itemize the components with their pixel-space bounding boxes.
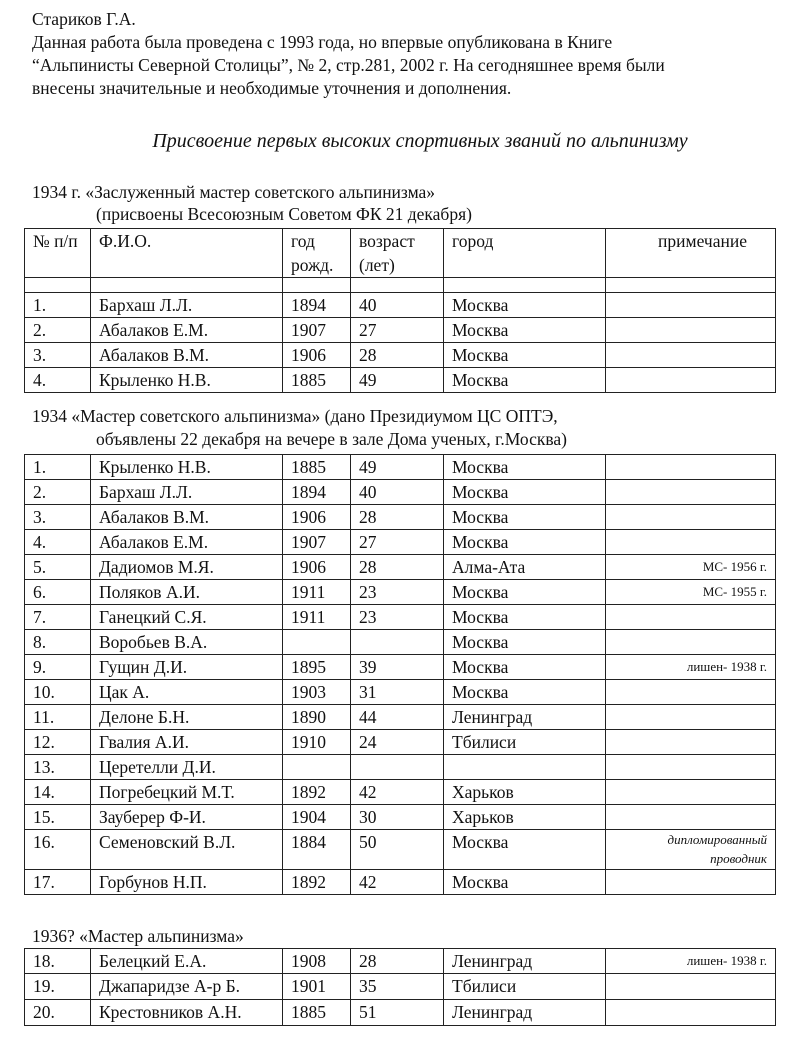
table-row: [25, 505, 776, 530]
table-row: [25, 780, 776, 805]
age-cell: 42: [351, 870, 444, 895]
birth-year-cell: 1894: [283, 293, 351, 318]
section2-table: [24, 454, 776, 895]
birth-year-cell: 1906: [283, 343, 351, 368]
section3-rows: [25, 949, 776, 1026]
spacer-cell: [351, 278, 444, 293]
age-cell: 49: [351, 368, 444, 393]
table-row: [25, 293, 776, 318]
name-cell: Горбунов Н.П.: [91, 870, 283, 895]
row-number-cell: 19.: [25, 974, 91, 1000]
name-cell: Абалаков Е.М.: [91, 530, 283, 555]
table-row: [25, 343, 776, 368]
note-cell: МС- 1955 г.: [606, 580, 776, 605]
note-cell: [606, 368, 776, 393]
note-cell: [606, 680, 776, 705]
note-cell: [606, 480, 776, 505]
birth-year-cell: 1885: [283, 1000, 351, 1026]
birth-year-cell: 1885: [283, 368, 351, 393]
name-cell: Бархаш Л.Л.: [91, 293, 283, 318]
age-cell: 23: [351, 605, 444, 630]
city-cell: Москва: [444, 368, 606, 393]
name-cell: Крестовников А.Н.: [91, 1000, 283, 1026]
note-cell: дипломированный проводник: [606, 830, 776, 870]
spacer-cell: [444, 278, 606, 293]
row-number-cell: 15.: [25, 805, 91, 830]
name-cell: Воробьев В.А.: [91, 630, 283, 655]
age-cell: 24: [351, 730, 444, 755]
section3-table: [24, 948, 776, 1026]
row-number-cell: 3.: [25, 505, 91, 530]
table-row: [25, 870, 776, 895]
city-cell: Москва: [444, 630, 606, 655]
note-cell: [606, 870, 776, 895]
city-cell: Москва: [444, 830, 606, 870]
intro-line-3: внесены значительные и необходимые уточнения и дополнения.: [32, 78, 512, 98]
col-name-header: Ф.И.О.: [91, 229, 283, 278]
row-number-cell: 6.: [25, 580, 91, 605]
birth-year-cell: 1892: [283, 780, 351, 805]
row-number-cell: 9.: [25, 655, 91, 680]
name-cell: Гущин Д.И.: [91, 655, 283, 680]
age-cell: 40: [351, 293, 444, 318]
row-number-cell: 10.: [25, 680, 91, 705]
row-number-cell: 13.: [25, 755, 91, 780]
city-cell: Москва: [444, 680, 606, 705]
note-cell: [606, 974, 776, 1000]
name-cell: Поляков А.И.: [91, 580, 283, 605]
table-row: [25, 605, 776, 630]
birth-year-cell: 1901: [283, 974, 351, 1000]
table-header-row: [25, 229, 776, 278]
table-row: [25, 480, 776, 505]
age-cell: 35: [351, 974, 444, 1000]
name-cell: Крыленко Н.В.: [91, 368, 283, 393]
note-cell: [606, 730, 776, 755]
section2-rows: [25, 455, 776, 895]
spacer-cell: [25, 278, 91, 293]
city-cell: Москва: [444, 580, 606, 605]
spacer-cell: [606, 278, 776, 293]
name-cell: Ганецкий С.Я.: [91, 605, 283, 630]
name-cell: Цак А.: [91, 680, 283, 705]
city-cell: Москва: [444, 605, 606, 630]
note-cell: [606, 1000, 776, 1026]
row-number-cell: 1.: [25, 293, 91, 318]
age-cell: 44: [351, 705, 444, 730]
city-cell: Ленинград: [444, 949, 606, 974]
intro-line-2: “Альпинисты Северной Столицы”, № 2, стр.281, 2002 г. На сегодняшнее время были: [32, 55, 665, 75]
birth-year-cell: 1884: [283, 830, 351, 870]
birth-year-cell: [283, 755, 351, 780]
row-number-cell: 14.: [25, 780, 91, 805]
table-row: [25, 730, 776, 755]
row-number-cell: 2.: [25, 318, 91, 343]
note-cell: [606, 530, 776, 555]
note-cell: [606, 605, 776, 630]
birth-year-cell: 1890: [283, 705, 351, 730]
note-cell: [606, 630, 776, 655]
city-cell: [444, 755, 606, 780]
col-city-header: город: [444, 229, 606, 278]
section1-subheading: (присвоены Всесоюзным Советом ФК 21 декабря): [96, 204, 472, 224]
note-cell: [606, 293, 776, 318]
age-cell: 28: [351, 949, 444, 974]
age-cell: 23: [351, 580, 444, 605]
row-number-cell: 4.: [25, 530, 91, 555]
col-year-header: год рожд.: [283, 229, 351, 278]
table-row: [25, 318, 776, 343]
city-cell: Москва: [444, 455, 606, 480]
row-number-cell: 5.: [25, 555, 91, 580]
age-cell: 30: [351, 805, 444, 830]
city-cell: Москва: [444, 318, 606, 343]
age-cell: 27: [351, 530, 444, 555]
table-row: [25, 655, 776, 680]
city-cell: Москва: [444, 505, 606, 530]
city-cell: Москва: [444, 655, 606, 680]
birth-year-cell: 1907: [283, 530, 351, 555]
age-cell: 28: [351, 555, 444, 580]
note-cell: [606, 343, 776, 368]
section3-heading: 1936? «Мастер альпинизма»: [32, 926, 244, 946]
document-title: Присвоение первых высоких спортивных званий по альпинизму: [152, 130, 688, 152]
table-row: [25, 705, 776, 730]
age-cell: 31: [351, 680, 444, 705]
city-cell: Москва: [444, 480, 606, 505]
age-cell: 27: [351, 318, 444, 343]
name-cell: Семеновский В.Л.: [91, 830, 283, 870]
table-row: [25, 455, 776, 480]
table-row: [25, 1000, 776, 1026]
name-cell: Погребецкий М.Т.: [91, 780, 283, 805]
name-cell: Крыленко Н.В.: [91, 455, 283, 480]
table-row: [25, 949, 776, 974]
row-number-cell: 11.: [25, 705, 91, 730]
name-cell: Абалаков Е.М.: [91, 318, 283, 343]
row-number-cell: 2.: [25, 480, 91, 505]
birth-year-cell: 1895: [283, 655, 351, 680]
row-number-cell: 18.: [25, 949, 91, 974]
col-num-header: № п/п: [25, 229, 91, 278]
row-number-cell: 1.: [25, 455, 91, 480]
table-row: [25, 530, 776, 555]
city-cell: Алма-Ата: [444, 555, 606, 580]
table-row: [25, 805, 776, 830]
table-row: [25, 580, 776, 605]
age-cell: 28: [351, 343, 444, 368]
note-cell: лишен- 1938 г.: [606, 949, 776, 974]
birth-year-cell: 1904: [283, 805, 351, 830]
birth-year-cell: 1885: [283, 455, 351, 480]
row-number-cell: 4.: [25, 368, 91, 393]
age-cell: 40: [351, 480, 444, 505]
birth-year-cell: 1910: [283, 730, 351, 755]
birth-year-cell: 1907: [283, 318, 351, 343]
birth-year-cell: 1906: [283, 555, 351, 580]
note-cell: [606, 705, 776, 730]
table-row: [25, 630, 776, 655]
city-cell: Москва: [444, 293, 606, 318]
age-cell: [351, 755, 444, 780]
note-cell: МС- 1956 г.: [606, 555, 776, 580]
note-cell: [606, 780, 776, 805]
age-cell: 42: [351, 780, 444, 805]
birth-year-cell: 1903: [283, 680, 351, 705]
row-number-cell: 17.: [25, 870, 91, 895]
city-cell: Москва: [444, 530, 606, 555]
table-row: [25, 830, 776, 870]
section1-heading: 1934 г. «Заслуженный мастер советского альпинизма»: [32, 182, 436, 202]
note-cell: [606, 505, 776, 530]
section1-table: [24, 228, 776, 393]
birth-year-cell: 1911: [283, 605, 351, 630]
city-cell: Ленинград: [444, 1000, 606, 1026]
note-cell: [606, 755, 776, 780]
name-cell: Делоне Б.Н.: [91, 705, 283, 730]
table-row: [25, 555, 776, 580]
row-number-cell: 3.: [25, 343, 91, 368]
city-cell: Харьков: [444, 805, 606, 830]
name-cell: Абалаков В.М.: [91, 505, 283, 530]
name-cell: Абалаков В.М.: [91, 343, 283, 368]
table-row: [25, 680, 776, 705]
table-row: [25, 755, 776, 780]
birth-year-cell: 1906: [283, 505, 351, 530]
section1-rows: [25, 278, 776, 393]
city-cell: Тбилиси: [444, 974, 606, 1000]
name-cell: Зауберер Ф-И.: [91, 805, 283, 830]
intro-block: [32, 8, 792, 100]
author-line: Стариков Г.А.: [32, 9, 136, 29]
note-cell: лишен- 1938 г.: [606, 655, 776, 680]
row-number-cell: 12.: [25, 730, 91, 755]
age-cell: 51: [351, 1000, 444, 1026]
name-cell: Бархаш Л.Л.: [91, 480, 283, 505]
birth-year-cell: 1908: [283, 949, 351, 974]
age-cell: [351, 630, 444, 655]
spacer-cell: [91, 278, 283, 293]
name-cell: Джапаридзе А-р Б.: [91, 974, 283, 1000]
city-cell: Тбилиси: [444, 730, 606, 755]
name-cell: Гвалия А.И.: [91, 730, 283, 755]
name-cell: Дадиомов М.Я.: [91, 555, 283, 580]
age-cell: 39: [351, 655, 444, 680]
city-cell: Москва: [444, 343, 606, 368]
birth-year-cell: 1892: [283, 870, 351, 895]
row-number-cell: 8.: [25, 630, 91, 655]
spacer-row: [25, 278, 776, 293]
table-row: [25, 368, 776, 393]
birth-year-cell: 1911: [283, 580, 351, 605]
city-cell: Харьков: [444, 780, 606, 805]
name-cell: Белецкий Е.А.: [91, 949, 283, 974]
age-cell: 49: [351, 455, 444, 480]
col-note-header: примечание: [606, 229, 776, 278]
section2-heading: 1934 «Мастер советского альпинизма» (дано Президиумом ЦС ОПТЭ,: [32, 406, 558, 426]
table-row: [25, 974, 776, 1000]
section2-subheading: объявлены 22 декабря на вечере в зале Дома ученых, г.Москва): [96, 429, 567, 449]
note-cell: [606, 805, 776, 830]
col-age-header: возраст (лет): [351, 229, 444, 278]
note-cell: [606, 318, 776, 343]
intro-line-1: Данная работа была проведена с 1993 года, но впервые опубликована в Книге: [32, 32, 613, 52]
age-cell: 50: [351, 830, 444, 870]
row-number-cell: 20.: [25, 1000, 91, 1026]
name-cell: Церетелли Д.И.: [91, 755, 283, 780]
row-number-cell: 16.: [25, 830, 91, 870]
row-number-cell: 7.: [25, 605, 91, 630]
age-cell: 28: [351, 505, 444, 530]
birth-year-cell: [283, 630, 351, 655]
spacer-cell: [283, 278, 351, 293]
birth-year-cell: 1894: [283, 480, 351, 505]
city-cell: Ленинград: [444, 705, 606, 730]
city-cell: Москва: [444, 870, 606, 895]
note-cell: [606, 455, 776, 480]
